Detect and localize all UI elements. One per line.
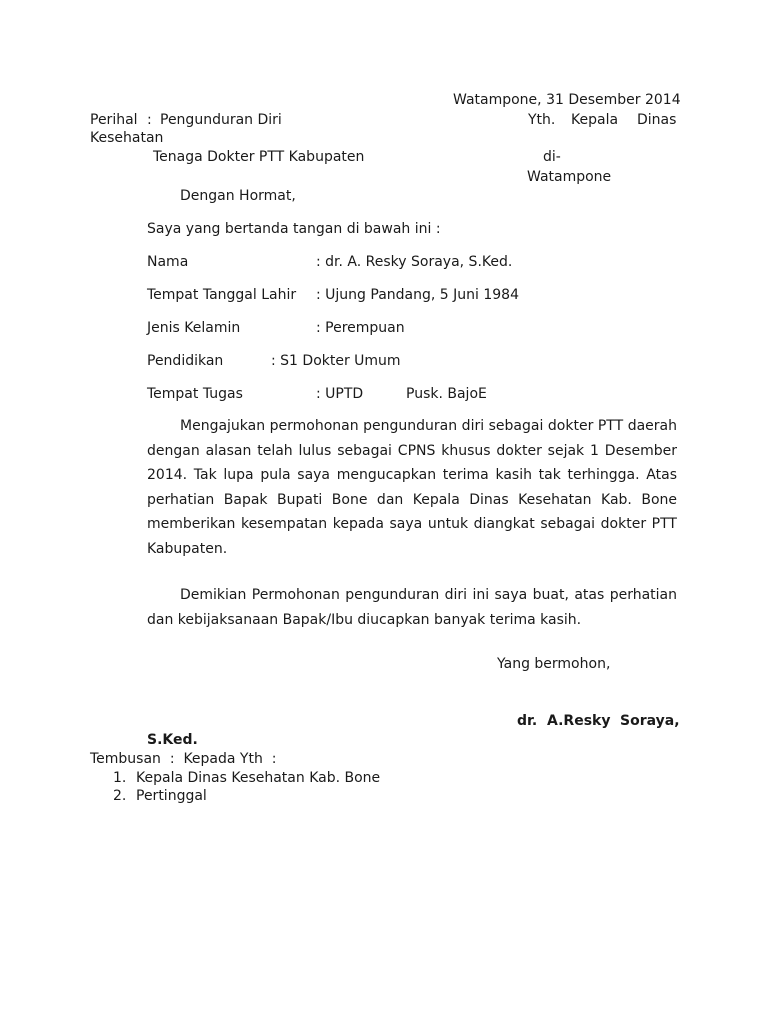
field-value-nama: : dr. A. Resky Soraya, S.Ked. [316,254,513,270]
field-label-ttl: Tempat Tanggal Lahir [147,287,297,303]
intro-line: Saya yang bertanda tangan di bawah ini : [147,221,441,237]
recipient-city: Watampone [527,169,612,185]
field-value-ttl: : Ujung Pandang, 5 Juni 1984 [316,287,519,303]
field-label-nama: Nama [147,254,189,270]
cc-item-1-text: Kepala Dinas Kesehatan Kab. Bone [136,770,381,786]
recipient-di: di- [543,149,561,165]
perihal-label: Perihal [90,112,138,128]
recipient-dinas: Dinas [637,112,677,128]
field-label-jenis-kelamin: Jenis Kelamin [147,320,241,336]
perihal-continuation: Tenaga Dokter PTT Kabupaten [153,149,365,165]
field-value-jenis-kelamin: : Perempuan [316,320,405,336]
signature-name-part-3: Soraya, [620,713,680,729]
body-paragraph-2: Demikian Permohonan pengunduran diri ini saya buat, atas perhatian dan kebijaksanaan Bapak/Ibu diucapkan banyak terima kasih. [147,587,677,628]
recipient-kesehatan: Kesehatan [90,130,164,146]
recipient-yth: Yth. [528,112,556,128]
greeting: Dengan Hormat, [180,188,296,204]
cc-item-2-number: 2. [113,788,127,804]
recipient-kepala: Kepala [571,112,619,128]
signature-name-part-2: A.Resky [547,713,611,729]
place-date: Watampone, 31 Desember 2014 [453,92,681,108]
cc-label: Tembusan : Kepada Yth : [90,751,277,767]
signature-name-part-1: dr. [517,713,538,729]
field-extra-tempat-tugas: Pusk. BajoE [406,386,487,402]
field-label-pendidikan: Pendidikan [147,353,224,369]
field-value-pendidikan: : S1 Dokter Umum [271,353,401,369]
cc-item-1-number: 1. [113,770,127,786]
cc-item-2-text: Pertinggal [136,788,207,804]
field-value-tempat-tugas: : UPTD [316,386,364,402]
body-paragraph-1: Mengajukan permohonan pengunduran diri sebagai dokter PTT daerah dengan alasan telah lulus sebagai CPNS khusus dokter sejak 1 Desember 2014. Tak lupa pula saya mengucapkan terima kasih tak terhingga. Atas perhatian Bapak Bupati Bone dan Kepala Dinas Kesehatan Kab. Bone memberikan kesempatan kepada saya untuk diangkat sebagai dokter PTT Kabupaten. [147,418,677,557]
perihal-colon: : [147,112,152,128]
perihal-value: Pengunduran Diri [160,112,282,128]
field-label-tempat-tugas: Tempat Tugas [147,386,243,402]
signature-name-part-4: S.Ked. [147,732,198,748]
closing: Yang bermohon, [497,656,611,672]
